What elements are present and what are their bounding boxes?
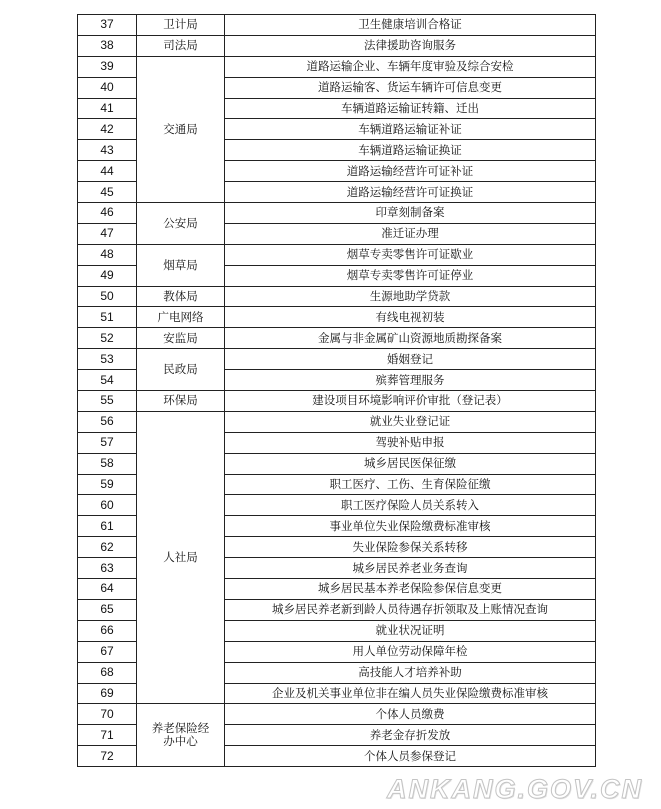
table-row: [78, 349, 596, 370]
service-name-cell: 道路运输客、货运车辆许可信息变更: [225, 77, 596, 98]
row-number: 52: [78, 328, 137, 349]
table-row: [78, 56, 596, 77]
service-name-cell: 城乡居民医保征缴: [225, 453, 596, 474]
department-cell: 环保局: [137, 391, 225, 412]
row-number: 38: [78, 35, 137, 56]
table-row: [78, 411, 596, 432]
service-name-cell: 养老金存折发放: [225, 725, 596, 746]
service-name-cell: 烟草专卖零售许可证歇业: [225, 244, 596, 265]
department-cell: 公安局: [137, 203, 225, 245]
service-name-cell: 个体人员参保登记: [225, 746, 596, 767]
service-name-cell: 有线电视初装: [225, 307, 596, 328]
row-number: 39: [78, 56, 137, 77]
row-number: 69: [78, 683, 137, 704]
service-name-cell: 事业单位失业保险缴费标准审核: [225, 516, 596, 537]
service-name-cell: 车辆道路运输证补证: [225, 119, 596, 140]
table-row: [78, 203, 596, 224]
table-row: [78, 704, 596, 725]
site-watermark: ANKANG.GOV.CN: [386, 774, 643, 804]
service-name-cell: 建设项目环境影响评价审批（登记表）: [225, 391, 596, 412]
department-cell: 养老保险经办中心: [137, 704, 225, 767]
service-name-cell: 殡葬管理服务: [225, 370, 596, 391]
row-number: 53: [78, 349, 137, 370]
service-name-cell: 城乡居民养老新到龄人员待遇存折领取及上账情况查询: [225, 599, 596, 620]
table-row: [78, 328, 596, 349]
service-name-cell: 个体人员缴费: [225, 704, 596, 725]
department-cell: 广电网络: [137, 307, 225, 328]
department-cell: 人社局: [137, 411, 225, 703]
service-name-cell: 生源地助学贷款: [225, 286, 596, 307]
row-number: 45: [78, 182, 137, 203]
service-name-cell: 企业及机关事业单位非在编人员失业保险缴费标准审核: [225, 683, 596, 704]
row-number: 63: [78, 558, 137, 579]
table-row: [78, 35, 596, 56]
row-number: 49: [78, 265, 137, 286]
department-cell: 司法局: [137, 35, 225, 56]
row-number: 64: [78, 579, 137, 600]
service-name-cell: 就业状况证明: [225, 620, 596, 641]
row-number: 71: [78, 725, 137, 746]
table-row: [78, 244, 596, 265]
row-number: 68: [78, 662, 137, 683]
row-number: 51: [78, 307, 137, 328]
department-cell: 烟草局: [137, 244, 225, 286]
service-name-cell: 职工医疗、工伤、生育保险征缴: [225, 474, 596, 495]
service-name-cell: 婚姻登记: [225, 349, 596, 370]
service-name-cell: 车辆道路运输证换证: [225, 140, 596, 161]
service-name-cell: 车辆道路运输证转籍、迁出: [225, 98, 596, 119]
service-name-cell: 高技能人才培养补助: [225, 662, 596, 683]
table-row: [78, 286, 596, 307]
table-row: [78, 15, 596, 36]
row-number: 61: [78, 516, 137, 537]
department-cell: 安监局: [137, 328, 225, 349]
department-cell: 交通局: [137, 56, 225, 202]
table-row: [78, 307, 596, 328]
service-name-cell: 失业保险参保关系转移: [225, 537, 596, 558]
row-number: 67: [78, 641, 137, 662]
row-number: 55: [78, 391, 137, 412]
row-number: 44: [78, 161, 137, 182]
service-name-cell: 卫生健康培训合格证: [225, 15, 596, 36]
service-name-cell: 城乡居民基本养老保险参保信息变更: [225, 579, 596, 600]
service-name-cell: 城乡居民养老业务查询: [225, 558, 596, 579]
row-number: 58: [78, 453, 137, 474]
row-number: 42: [78, 119, 137, 140]
row-number: 65: [78, 599, 137, 620]
service-name-cell: 道路运输经营许可证补证: [225, 161, 596, 182]
service-name-cell: 职工医疗保险人员关系转入: [225, 495, 596, 516]
department-cell: 民政局: [137, 349, 225, 391]
service-name-cell: 法律援助咨询服务: [225, 35, 596, 56]
row-number: 37: [78, 15, 137, 36]
service-name-cell: 用人单位劳动保障年检: [225, 641, 596, 662]
service-name-cell: 印章刻制备案: [225, 203, 596, 224]
row-number: 59: [78, 474, 137, 495]
row-number: 72: [78, 746, 137, 767]
service-name-cell: 道路运输企业、车辆年度审验及综合安检: [225, 56, 596, 77]
department-cell: 卫计局: [137, 15, 225, 36]
row-number: 56: [78, 411, 137, 432]
row-number: 54: [78, 370, 137, 391]
row-number: 50: [78, 286, 137, 307]
service-table: [77, 14, 596, 767]
row-number: 40: [78, 77, 137, 98]
service-name-cell: 烟草专卖零售许可证停业: [225, 265, 596, 286]
service-name-cell: 准迁证办理: [225, 223, 596, 244]
service-name-cell: 道路运输经营许可证换证: [225, 182, 596, 203]
row-number: 47: [78, 223, 137, 244]
row-number: 60: [78, 495, 137, 516]
row-number: 48: [78, 244, 137, 265]
table-row: [78, 391, 596, 412]
row-number: 57: [78, 432, 137, 453]
service-name-cell: 就业失业登记证: [225, 411, 596, 432]
service-name-cell: 金属与非金属矿山资源地质勘探备案: [225, 328, 596, 349]
service-name-cell: 驾驶补贴申报: [225, 432, 596, 453]
service-table-body: [78, 15, 596, 767]
row-number: 46: [78, 203, 137, 224]
department-cell: 教体局: [137, 286, 225, 307]
row-number: 62: [78, 537, 137, 558]
row-number: 70: [78, 704, 137, 725]
row-number: 66: [78, 620, 137, 641]
row-number: 43: [78, 140, 137, 161]
row-number: 41: [78, 98, 137, 119]
